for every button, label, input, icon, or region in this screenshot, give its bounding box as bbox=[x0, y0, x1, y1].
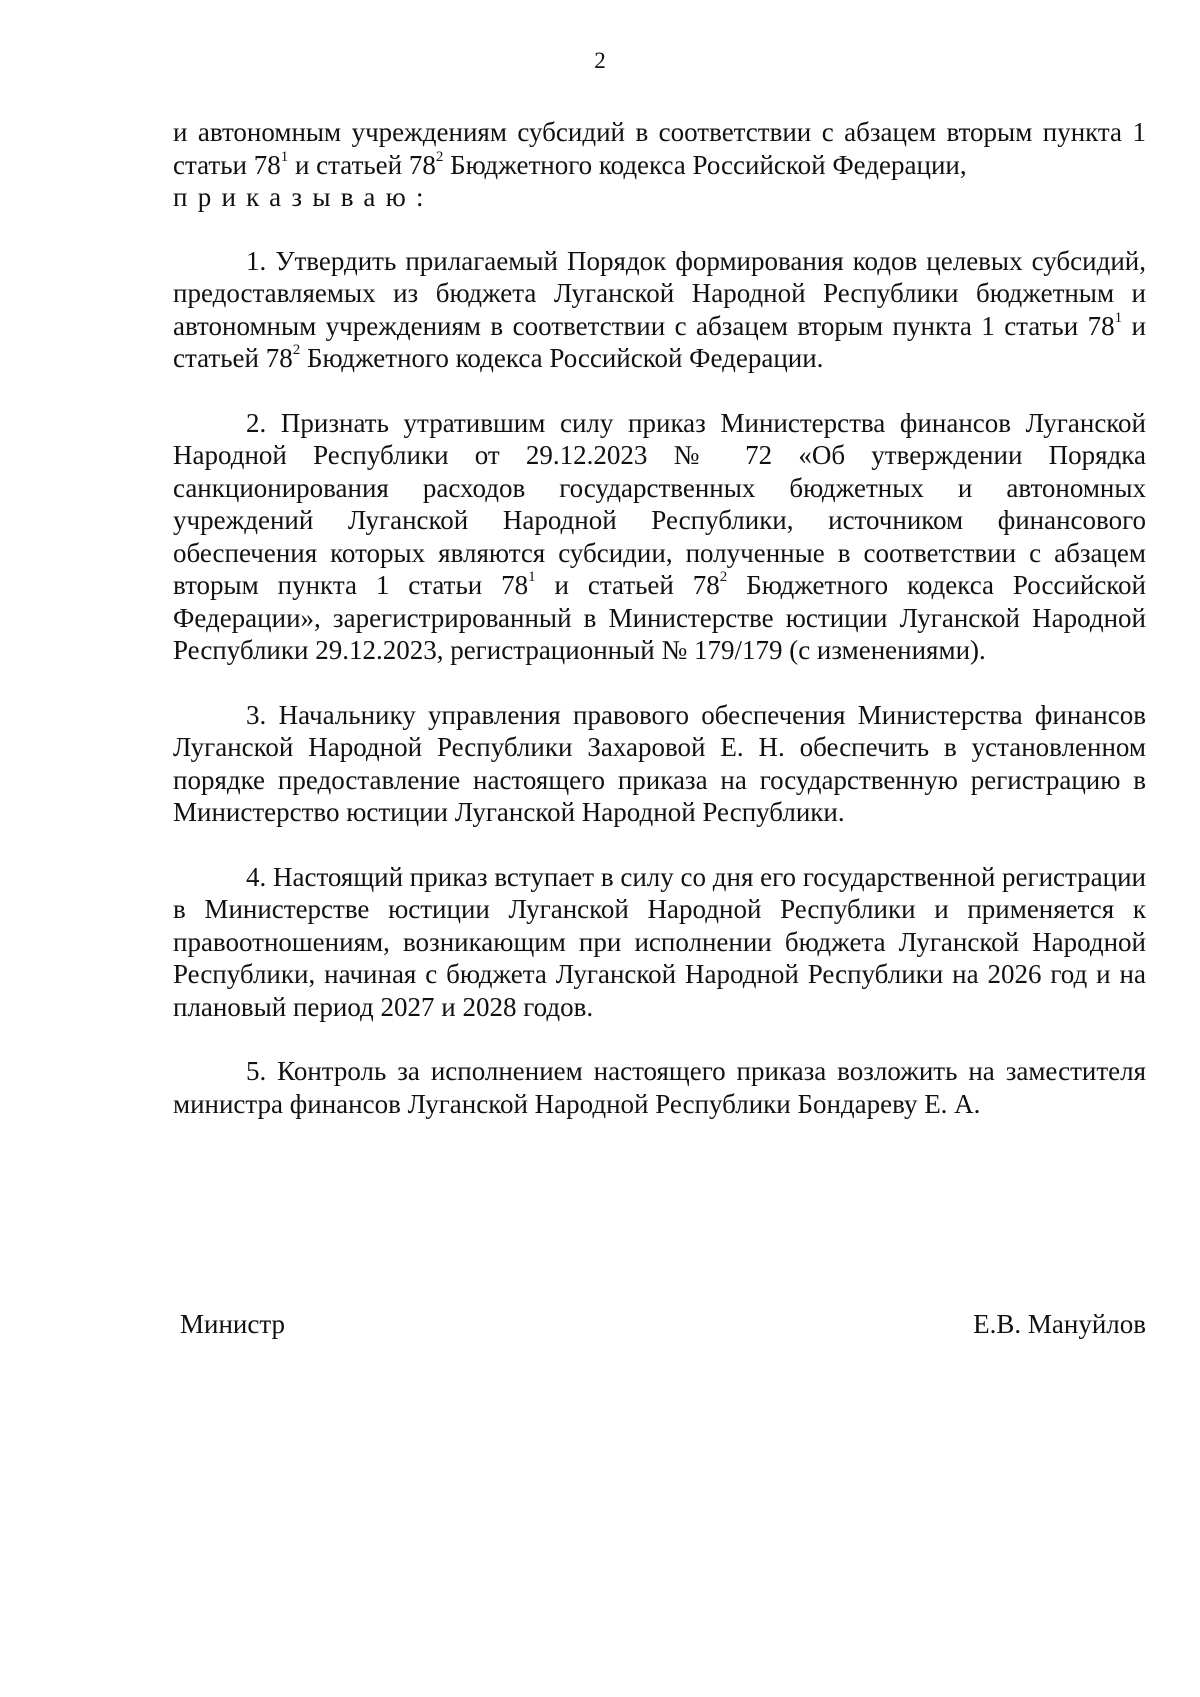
intro-superscript-2: 2 bbox=[435, 148, 444, 165]
intro-paragraph bbox=[173, 116, 1146, 181]
page-number: 2 bbox=[594, 48, 606, 73]
item-2-superscript-2: 2 bbox=[719, 569, 728, 585]
item-4: 4. Настоящий приказ вступает в силу со дня его государственной регистрации в Министерстве юстиции Луганской Народной Республики и применяется к правоотношениям, возникающим при исполнении бюджета Луганской Народной Республики, начиная с бюджета Луганской Народной Республики на 2026 год и на плановый период 2027 и 2028 годов. bbox=[173, 861, 1146, 1022]
item-1-superscript-1: 1 bbox=[1114, 309, 1123, 326]
item-2-text-part3: Бюджетного кодекса Российской Федерации», зарегистрированный в Министерстве юстиции Луганской Народной Республики 29.12.2023, регистрационный № 179/179 (с изменениями). bbox=[173, 570, 1146, 665]
item-5: 5. Контроль за исполнением настоящего приказа возложить на заместителя министра финансов Луганской Народной Республики Бондареву Е. А. bbox=[173, 1056, 1146, 1119]
item-1-text-part2: и статьей 78 bbox=[173, 310, 1146, 373]
item-1-text-part3: Бюджетного кодекса Российской Федерации. bbox=[300, 343, 824, 373]
item-1-superscript-2: 2 bbox=[292, 342, 301, 358]
intro-text-part1: и автономным учреждениям субсидий в соответствии с абзацем вторым пункта 1 статьи 78 bbox=[173, 117, 1146, 180]
item-1 bbox=[173, 245, 1146, 375]
item-2-superscript-1: 1 bbox=[528, 569, 536, 585]
item-2-text-part1: 2. Признать утратившим силу приказ Министерства финансов Луганской Народной Республики от 29.12.2023 № 72 «Об утверждении Порядка санкционирования расходов государственных бюджетных и автономных учреждений Луганской Народной Республики, источником финансового обеспечения которых являются субсидии, полученные в соответствии с абзацем вторым пункта 1 статьи 78 bbox=[173, 407, 1146, 600]
item-2-text-part2: и статьей 78 bbox=[535, 570, 720, 600]
order-word: приказываю: bbox=[173, 182, 434, 212]
item-3: 3. Начальнику управления правового обеспечения Министерства финансов Луганской Народной Республики Захаровой Е. Н. обеспечить в установленном порядке предоставление настоящего приказа на государственную регистрацию в Министерство юстиции Луганской Народной Республики. bbox=[173, 699, 1146, 827]
document-body bbox=[173, 116, 1146, 1120]
signature-block bbox=[180, 1308, 1146, 1340]
intro-text-part3: Бюджетного кодекса Российской Федерации, bbox=[443, 149, 967, 180]
signatory-position: Министр bbox=[180, 1309, 285, 1339]
item-1-text-part1: 1. Утвердить прилагаемый Порядок формирования кодов целевых субсидий, предоставляемых из бюджета Луганской Народной Республики бюджетным и автономным учреждениям в соответствии с абзацем вторым пункта 1 статьи 78 bbox=[173, 245, 1146, 341]
intro-superscript-1: 1 bbox=[280, 148, 289, 165]
item-2 bbox=[173, 407, 1146, 667]
signatory-name: Е.В. Мануйлов bbox=[973, 1309, 1146, 1339]
intro-text-part2: и статьей 78 bbox=[288, 149, 436, 180]
